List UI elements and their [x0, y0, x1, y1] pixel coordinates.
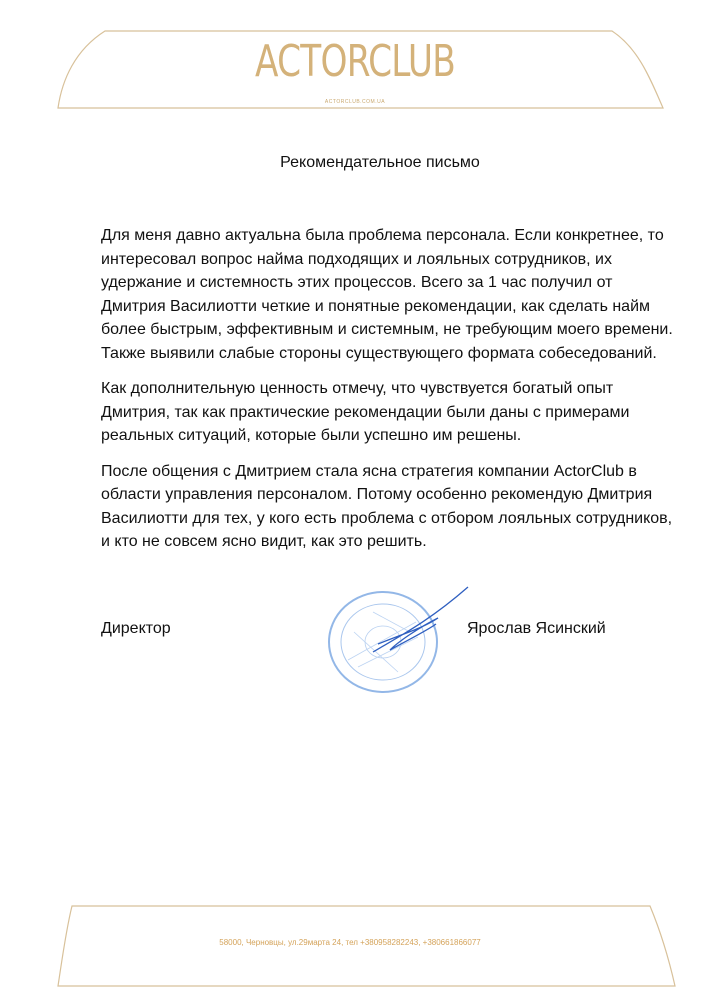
signatory-position: Директор [101, 620, 171, 637]
company-stamp-icon [318, 582, 493, 702]
letter-body [101, 224, 676, 566]
signatory-name: Ярослав Ясинский [467, 620, 606, 637]
footer-address: 58000, Черновцы, ул.29марта 24, тел +380958282243, +380661866077 [219, 938, 481, 947]
paragraph-1: Для меня давно актуальна была проблема персонала. Если конкретнее, то интересовал вопрос найма подходящих и лояльных сотрудников, их удержание и системность этих процессов. Всего за 1 час получил от Дмитрия Василиотти четкие и понятные рекомендации, как сделать найм более быстрым, эффективным и системным, не требующим моего времени. Также выявили слабые стороны существующего формата собеседований. [101, 227, 673, 362]
company-logo-url: ACTORCLUB.COM.UA [324, 99, 386, 105]
paragraph-2: Как дополнительную ценность отмечу, что чувствуется богатый опыт Дмитрия, так как практические рекомендации были даны с примерами реальных ситуаций, которые были успешно им решены. [101, 380, 630, 444]
letter-title: Рекомендательное письмо [280, 154, 480, 171]
paragraph-3: После общения с Дмитрием стала ясна стратегия компании ActorClub в области управления персоналом. Потому особенно рекомендую Дмитрия Василиотти для тех, у кого есть проблема с отбором лояльных сотрудников, и кто не совсем ясно видит, как это решить. [101, 462, 673, 550]
company-logo: ACTORCLUB [255, 36, 455, 87]
